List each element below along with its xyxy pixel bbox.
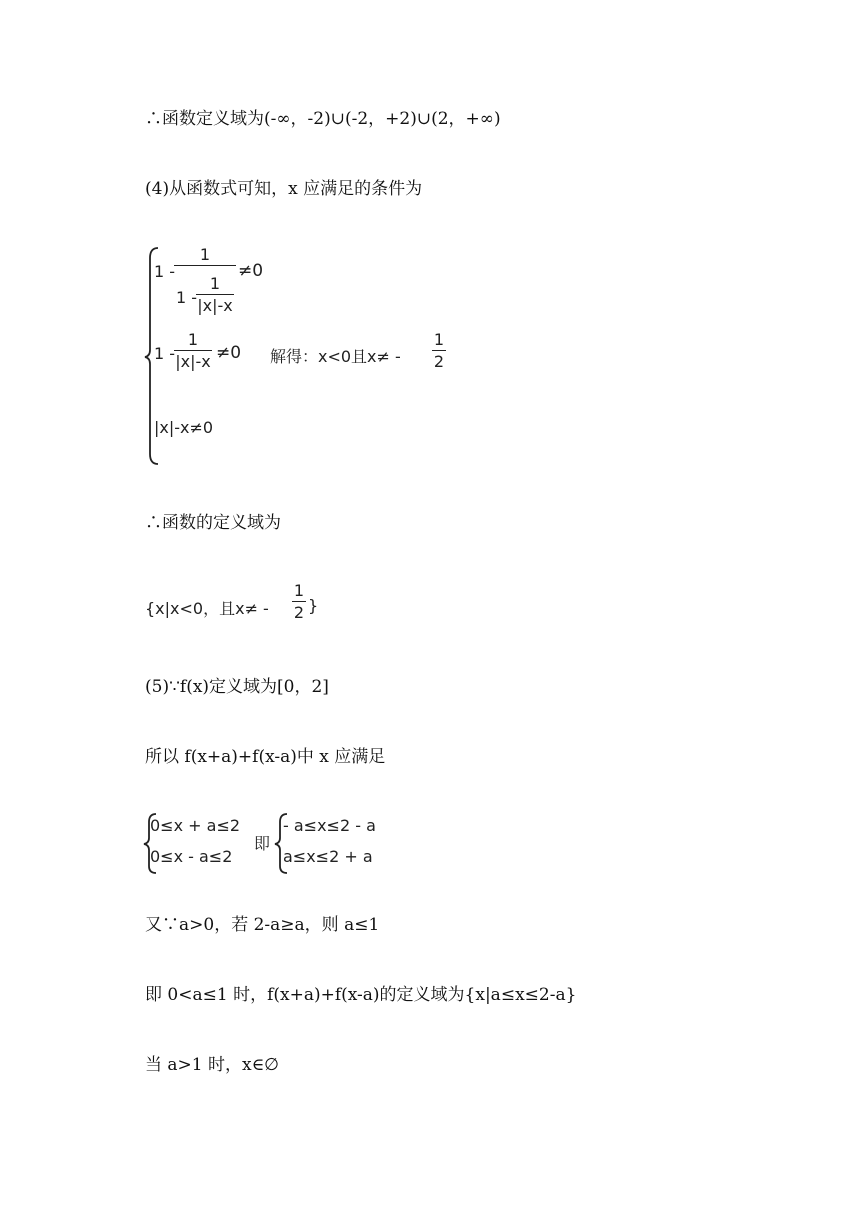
case1-result-line: 即 0<a≤1 时，f(x+a)+f(x-a)的定义域为{x|a≤x≤2-a} <box>145 985 577 1005</box>
right-system-row1: - a≤x≤2 - a <box>283 816 376 835</box>
row1-inner-numerator: 1 <box>209 274 221 293</box>
right-system-row2: a≤x≤2 + a <box>283 847 373 866</box>
domain-set-denominator: 2 <box>293 603 305 622</box>
row1-lead: 1 - <box>154 262 176 281</box>
row2-tail: ≠0 <box>216 343 242 363</box>
part4-intro-line: (4)从函数式可知，x 应满足的条件为 <box>145 179 423 199</box>
part5-intro-line: (5)∵f(x)定义域为[0，2] <box>145 677 329 697</box>
case2-result-line: 当 a>1 时，x∈∅ <box>145 1055 279 1075</box>
left-system-row1: 0≤x + a≤2 <box>150 816 241 835</box>
solution-numerator: 1 <box>433 330 445 349</box>
case-condition-line: 又∵a>0，若 2-a≥a，则 a≤1 <box>145 915 380 935</box>
domain-set-numerator: 1 <box>293 581 305 600</box>
solution-text: 解得：x<0且x≠ - <box>270 347 401 366</box>
domain-heading-line: ∴函数的定义域为 <box>145 513 281 533</box>
domain-result-line: ∴函数定义域为(-∞，-2)∪(-2，+2)∪(2，+∞) <box>145 109 501 129</box>
row1-inner-lead: 1 - <box>176 288 198 307</box>
part5-condition-line: 所以 f(x+a)+f(x-a)中 x 应满足 <box>145 747 386 767</box>
row2-numerator: 1 <box>187 330 199 349</box>
domain-set-close: } <box>308 596 319 615</box>
domain-set-lead: {x|x<0，且x≠ - <box>145 599 269 618</box>
solution-denominator: 2 <box>433 352 445 371</box>
row3-condition: |x|-x≠0 <box>154 418 214 437</box>
equivalence-word: 即 <box>254 834 271 853</box>
row2-lead: 1 - <box>154 344 176 363</box>
row1-tail: ≠0 <box>238 261 264 281</box>
row1-numerator: 1 <box>199 245 211 264</box>
row2-denominator: |x|-x <box>175 352 211 371</box>
left-system-row2: 0≤x - a≤2 <box>150 847 233 866</box>
row1-inner-denominator: |x|-x <box>197 296 233 315</box>
